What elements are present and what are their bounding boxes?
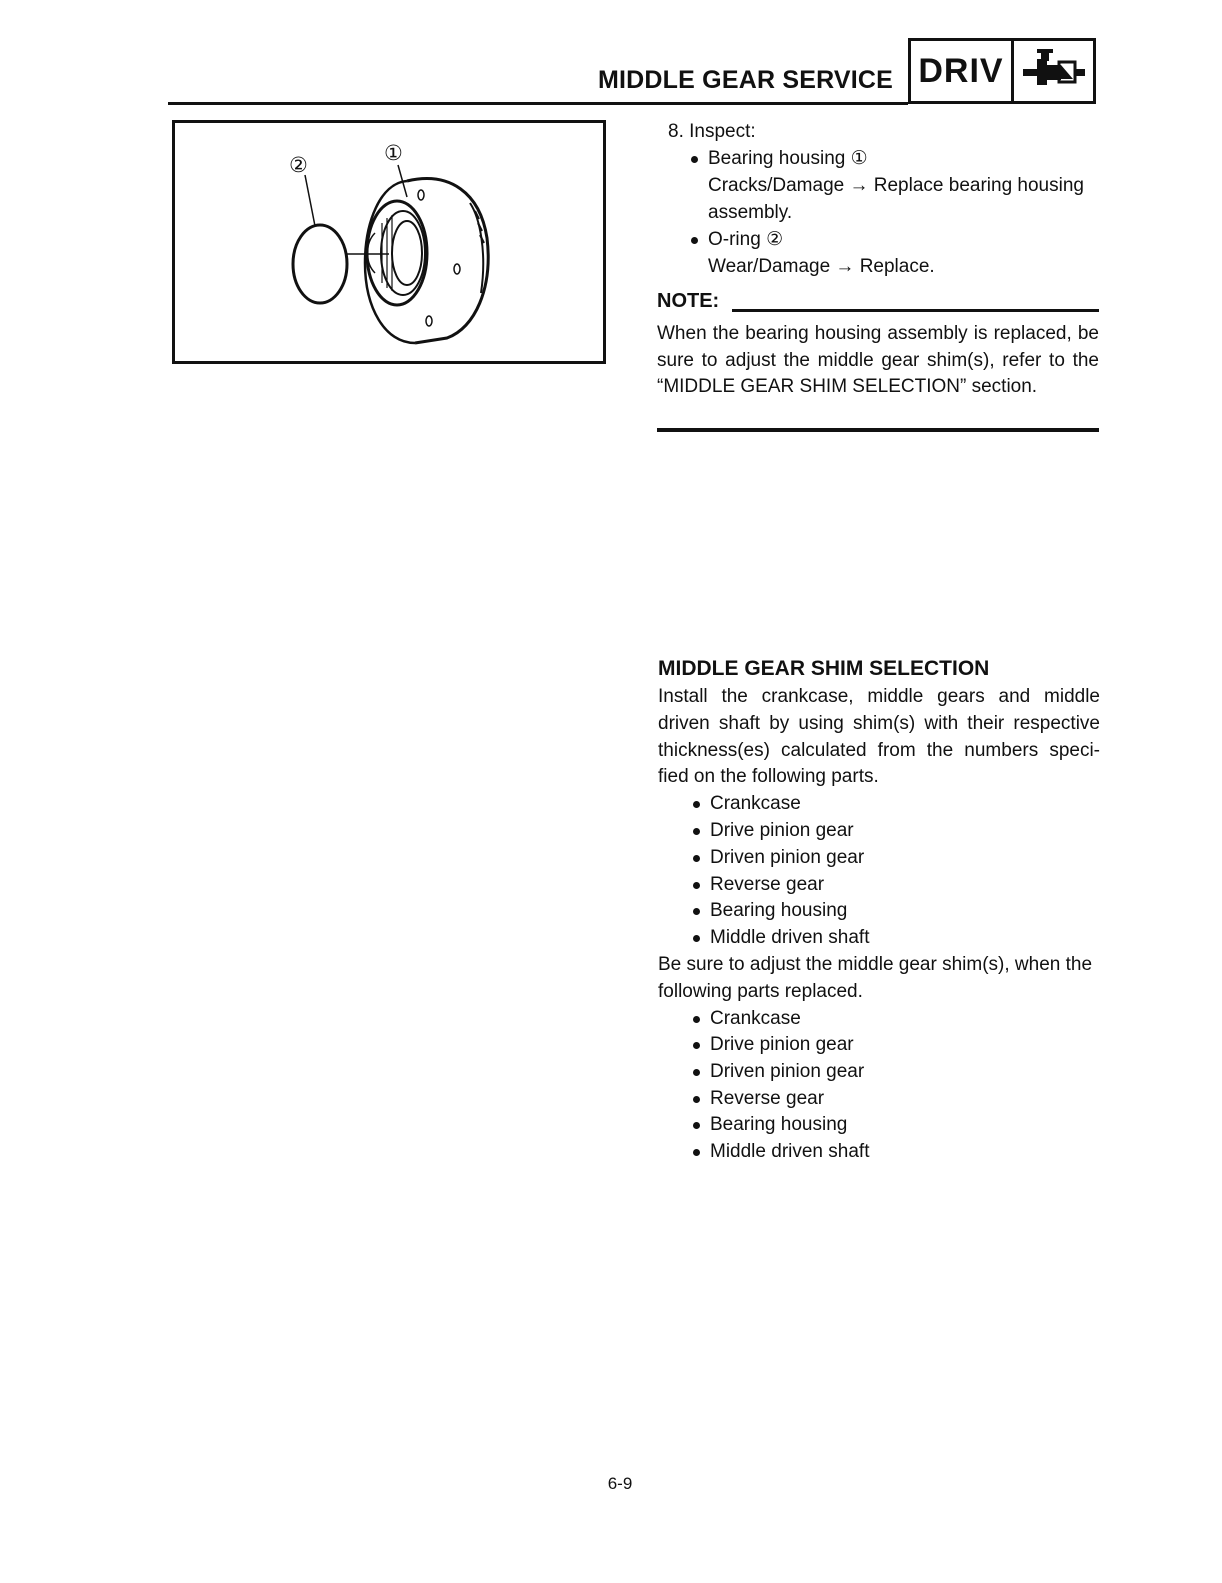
section-mid-text: Be sure to adjust the middle gear shim(s), when the following parts replaced. bbox=[658, 954, 1093, 1002]
note-rule-top bbox=[732, 309, 1099, 312]
section-intro: Install the crankcase, middle gears and middle driven shaft by using shim(s) with their respective thickness(es) calculated from the numbers speci-fied on the following parts. bbox=[658, 686, 1100, 788]
note-rule-bottom bbox=[657, 428, 1099, 432]
parts-illustration bbox=[172, 120, 606, 364]
page-number: 6-9 bbox=[607, 1474, 633, 1493]
callout-2: ② bbox=[289, 154, 308, 177]
inspect-item-o-ring-detail: Wear/Damage → Replace. bbox=[708, 256, 935, 277]
chapter-badge-label: DRIV bbox=[911, 41, 1014, 101]
list-item: Bearing housing bbox=[710, 1112, 847, 1139]
chapter-badge bbox=[908, 38, 1096, 104]
drive-shaft-icon bbox=[1014, 41, 1093, 101]
list-item: Drive pinion gear bbox=[710, 818, 854, 845]
inspect-item-bearing-housing-detail-cont: assembly. bbox=[708, 202, 793, 223]
inspect-step: 8. Inspect: bbox=[668, 121, 756, 142]
note-body: When the bearing housing assembly is replaced, be sure to adjust the middle gear shim(s), refer to the “MIDDLE GEAR SHIM SELECTION” section. bbox=[657, 323, 1099, 397]
inspect-item-bearing-housing: Bearing housing ① bbox=[708, 146, 868, 173]
note-label: NOTE: bbox=[657, 290, 720, 312]
list-item: Driven pinion gear bbox=[710, 845, 864, 872]
list-item: Reverse gear bbox=[710, 872, 824, 899]
list-item: Reverse gear bbox=[710, 1086, 824, 1113]
list-item: Middle driven shaft bbox=[710, 1139, 869, 1166]
inspect-item-bearing-housing-detail: Cracks/Damage → Replace bearing housing bbox=[708, 175, 1084, 196]
section-heading: MIDDLE GEAR SHIM SELECTION bbox=[658, 657, 990, 680]
list-item: Bearing housing bbox=[710, 898, 847, 925]
inspect-item-o-ring: O-ring ② bbox=[708, 227, 783, 254]
header-rule bbox=[168, 102, 908, 105]
list-item: Crankcase bbox=[710, 791, 801, 818]
list-item: Drive pinion gear bbox=[710, 1032, 854, 1059]
list-item: Driven pinion gear bbox=[710, 1059, 864, 1086]
callout-1: ① bbox=[384, 142, 403, 165]
section-title: MIDDLE GEAR SERVICE bbox=[598, 66, 894, 94]
list-item: Crankcase bbox=[710, 1006, 801, 1033]
list-item: Middle driven shaft bbox=[710, 925, 869, 952]
